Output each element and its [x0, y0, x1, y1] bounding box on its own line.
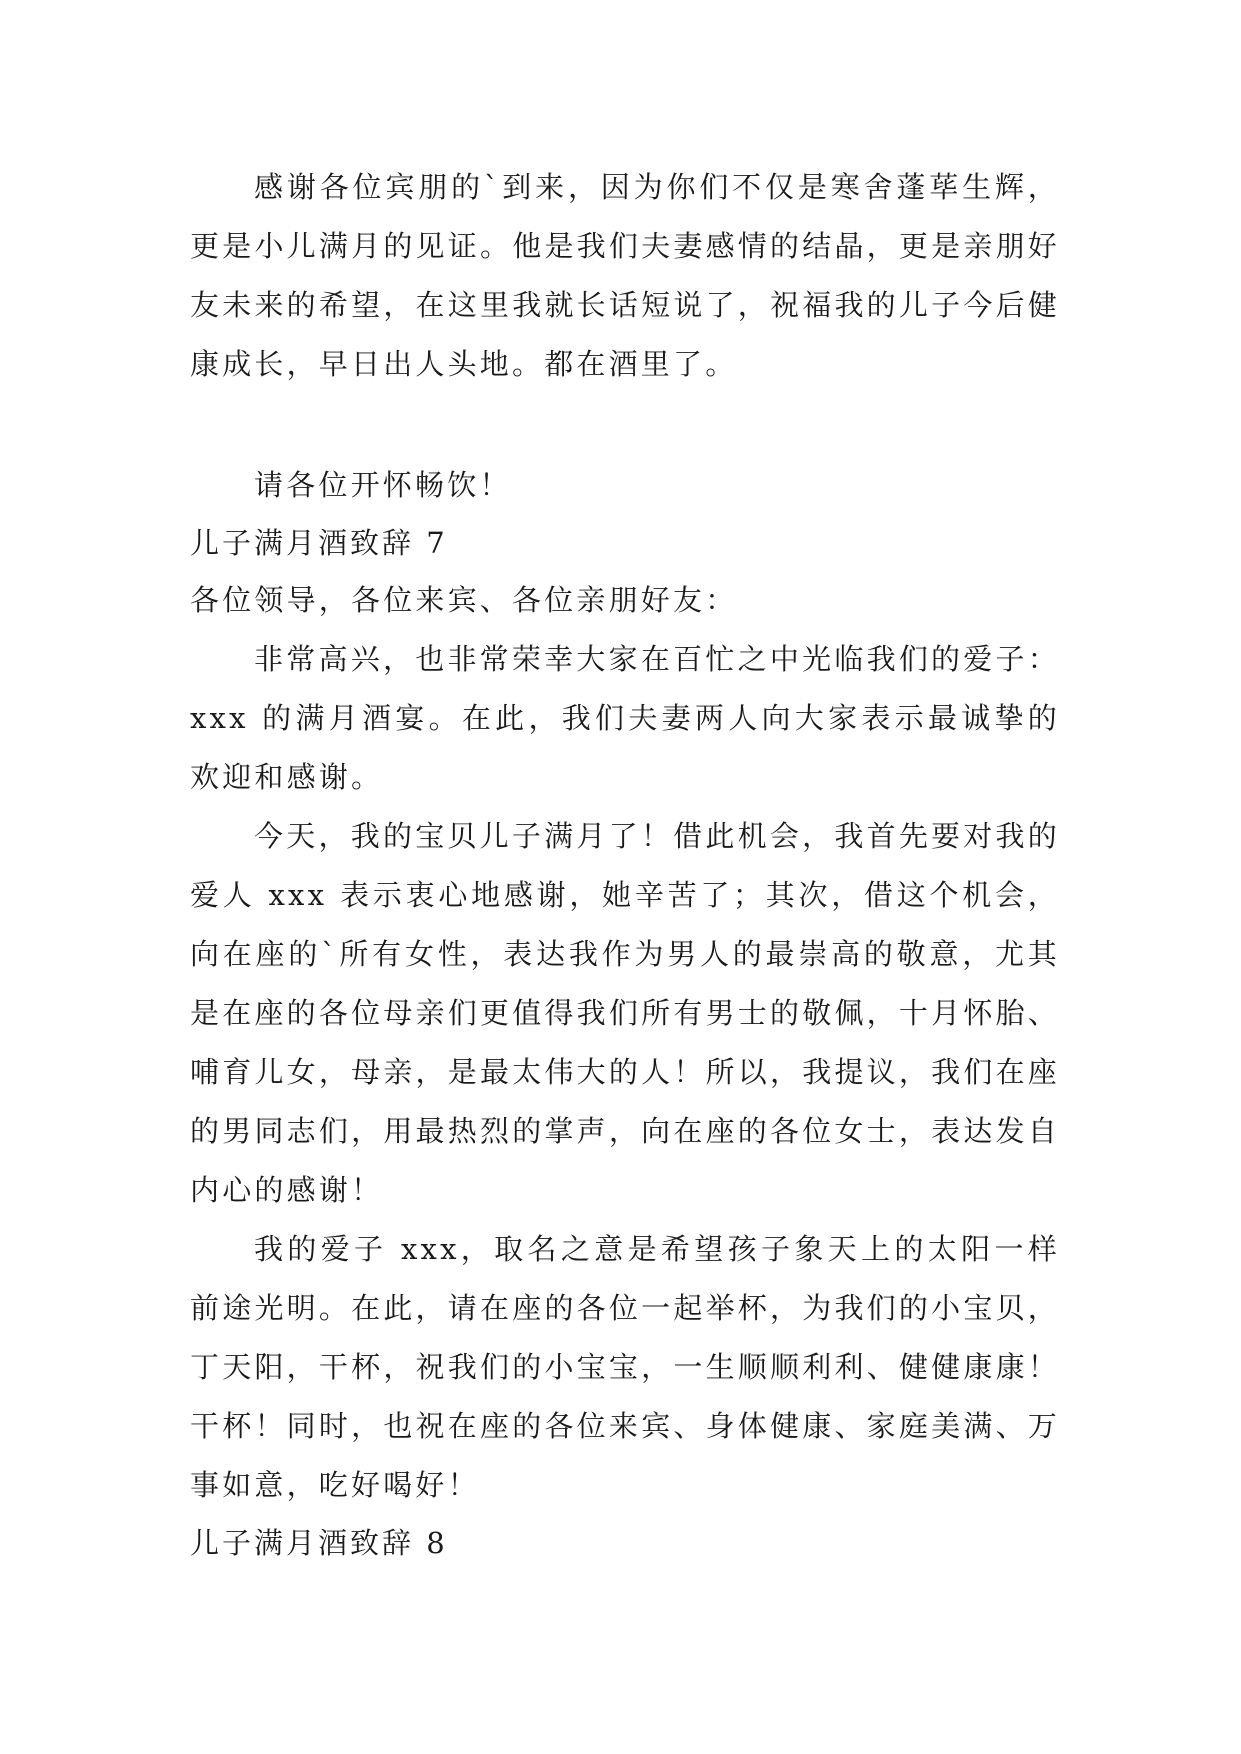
paragraph-blessing: 我的爱子 xxx，取名之意是希望孩子象天上的太阳一样前途光明。在此，请在座的各位一起举杯，为我们的小宝贝，丁天阳，干杯，祝我们的小宝宝，一生顺顺利利、健健康康！干杯！同时，也祝在座的各位来宾、身体健康、家庭美满、万事如意，吃好喝好！ [190, 1232, 1060, 1502]
paragraph-toast: 请各位开怀畅饮！ [254, 468, 512, 502]
section-heading-8: 儿子满月酒致辞 8 [190, 1526, 448, 1560]
section-heading-7: 儿子满月酒致辞 7 [190, 526, 448, 560]
paragraph-thanks: 感谢各位宾朋的`到来，因为你们不仅是寒舍蓬荜生辉，更是小儿满月的见证。他是我们夫妻感情的结晶，更是亲朋好友未来的希望，在这里我就长话短说了，祝福我的儿子今后健康成长，早日出人头地。都在酒里了。 [190, 170, 1060, 381]
document-page [190, 158, 1060, 1571]
paragraph-welcome: 非常高兴，也非常荣幸大家在百忙之中光临我们的爱子：xxx 的满月酒宴。在此，我们夫妻两人向大家表示最诚挚的欢迎和感谢。 [190, 642, 1060, 794]
paragraph-gratitude: 今天，我的宝贝儿子满月了！借此机会，我首先要对我的爱人 xxx 表示衷心地感谢，她辛苦了；其次，借这个机会，向在座的`所有女性，表达我作为男人的最崇高的敬意，尤其是在座的各位母亲们更值得我们所有男士的敬佩，十月怀胎、哺育儿女，母亲，是最太伟大的人！所以，我提议，我们在座的男同志们，用最热烈的掌声，向在座的各位女士，表达发自内心的感谢！ [190, 819, 1060, 1207]
paragraph-greeting: 各位领导，各位来宾、各位亲朋好友： [190, 583, 738, 617]
